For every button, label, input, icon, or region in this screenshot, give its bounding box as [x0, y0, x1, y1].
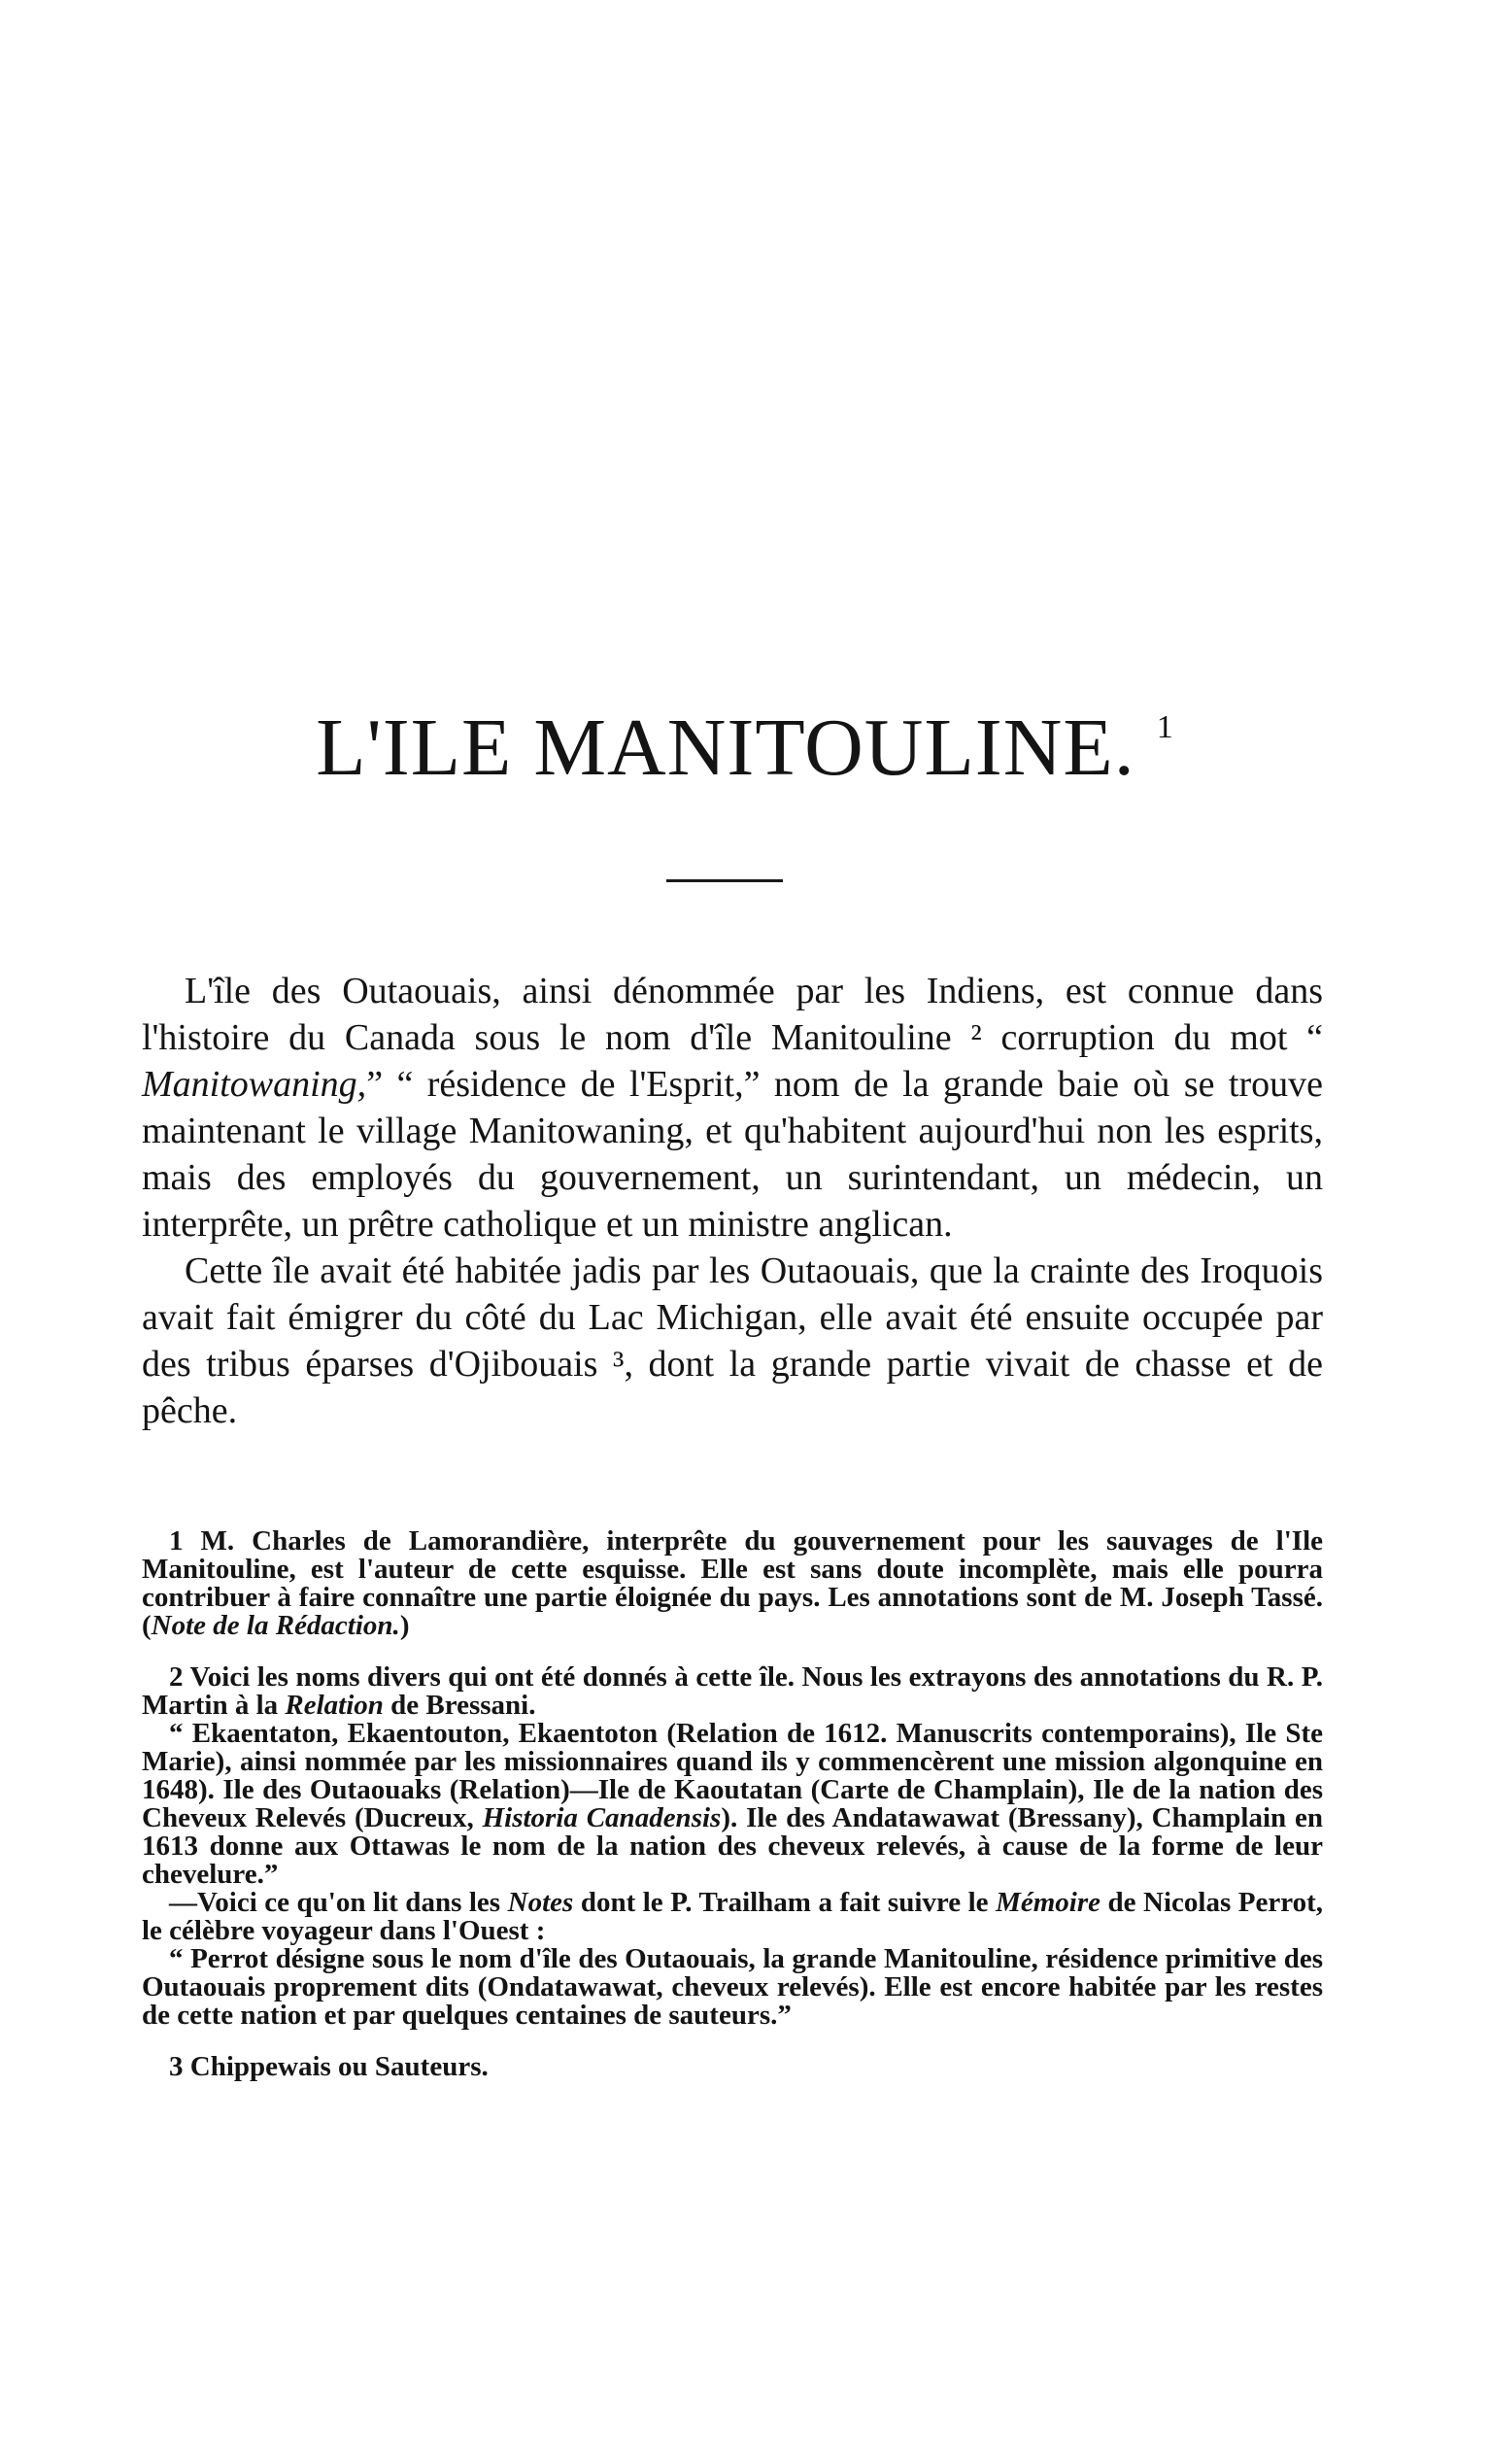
- footnote-3: 3 Chippewais ou Sauteurs.: [169, 2051, 489, 2082]
- footnote-2-perrot-quote: “ Perrot désigne sous le nom d'île des Outaouais, la grande Manitouline, résidence primitive des Outaouais proprement dits (Ondatawawat, cheveux relevés). Elle est encore habitée par les restes de cette nation et par quelques centaines de sauteurs.”: [142, 1943, 1323, 2031]
- main-text: [142, 968, 1323, 1434]
- title-footnote-marker: 1: [1156, 709, 1174, 745]
- title-text: L'ILE MANITOULINE.: [316, 702, 1135, 793]
- title-divider: [666, 879, 783, 882]
- paragraph: Cette île avait été habitée jadis par les Outaouais, que la crainte des Iroquois avait fait émigrer du côté du Lac Michigan, elle avait été ensuite occupée par des tribus éparses d'Ojibouais ³, dont la grande partie vivait de chasse et de pêche.: [142, 1250, 1323, 1431]
- paragraph: L'île des Outaouais, ainsi dénommée par les Indiens, est connue dans l'histoire du Canada sous le nom d'île Manitouline ² corruption du mot “ Manitowaning,” “ résidence de l'Esprit,” nom de la grande baie où se trouve maintenant le village Manitowaning, et qu'habitent aujourd'hui non les esprits, mais des employés du gouvernement, un surintendant, un médecin, un interprête, un prêtre catholique et un ministre anglican.: [142, 971, 1324, 1245]
- footnote-2: 2 Voici les noms divers qui ont été donnés à cette île. Nous les extrayons des annotations du R. P. Martin à la Relation de Bressani.: [142, 1661, 1323, 1721]
- footnote-ref: ²: [970, 1017, 982, 1058]
- footnotes: [142, 1527, 1323, 2081]
- footnote-1: 1 M. Charles de Lamorandière, interprête du gouvernement pour les sauvages de l'Ile Manitouline, est l'auteur de cette esquisse. Elle est sans doute incomplète, mais elle pourra contribuer à faire connaître une partie éloignée du pays. Les annotations sont de M. Joseph Tassé. (Note de la Rédaction.): [142, 1525, 1323, 1641]
- footnote-ref: ³: [613, 1344, 625, 1385]
- footnote-2-perrot: —Voici ce qu'on lit dans les Notes dont le P. Trailham a fait suivre le Mémoire de Nicolas Perrot, le célèbre voyageur dans l'Ouest :: [142, 1887, 1324, 1946]
- footnote-2-quote: “ Ekaentaton, Ekaentouton, Ekaentoton (Relation de 1612. Manuscrits contemporains), Ile Ste Marie), ainsi nommée par les missionnaires quand ils y commencèrent une mission algonquine en 1648). Ile des Outaouaks (Relation)—Ile de Kaoutatan (Carte de Champlain), Ile de la nation des Cheveux Relevés (Ducreux, Historia Canadensis). Ile des Andatawawat (Bressany), Champlain en 1613 donne aux Ottawas le nom de la nation des cheveux relevés, à cause de la forme de leur chevelure.”: [142, 1718, 1324, 1890]
- page-title: [0, 702, 1490, 793]
